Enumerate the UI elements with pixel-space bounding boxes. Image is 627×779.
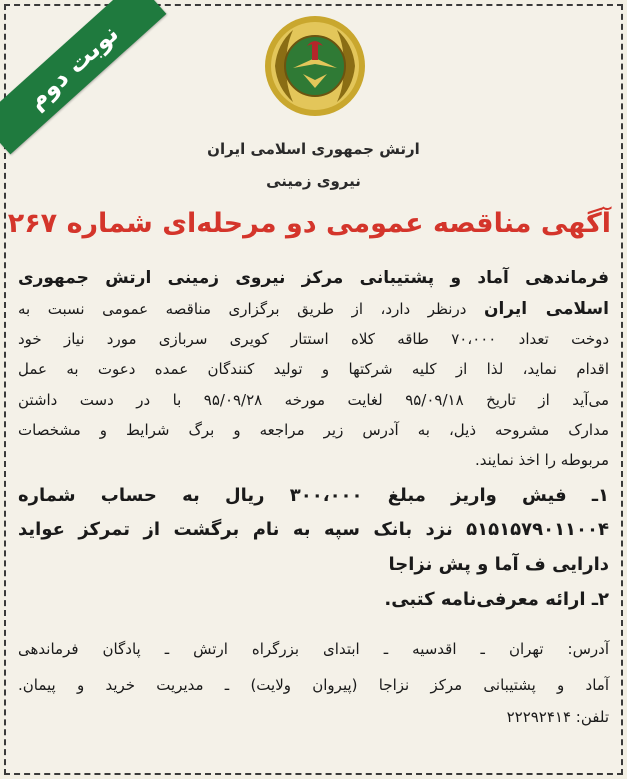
second-notice-badge: [0, 0, 166, 154]
org-name: ارتش جمهوری اسلامی ایران: [207, 140, 420, 158]
phone-number: تلفن: ۲۲۲۹۲۴۱۴: [506, 708, 609, 726]
notice-title: آگهی مناقصه عمومی دو مرحله‌ای شماره ۲۶۷: [7, 208, 611, 239]
requirement-item: ۵۱۵۱۵۷۹۰۱۱۰۰۴ نزد بانک سپه به نام برگشت از تمرکز عواید: [18, 519, 609, 540]
body-line: [18, 299, 609, 319]
badge-label: نوبت دوم: [22, 19, 124, 115]
body-line: اقدام نماید، لذا از کلیه شرکتها و تولید کنندگان عمده دعوت به عمل: [18, 360, 609, 378]
body-line: فرماندهی آماد و پشتیبانی مرکز نیروی زمینی ارتش جمهوری: [18, 268, 609, 288]
body-line: دوخت تعداد ۷۰،۰۰۰ طاقه کلاه استتار کویری سربازی مورد نیاز خود: [18, 330, 610, 348]
body-emphasis: اسلامی ایران: [483, 299, 609, 319]
body-text: درنظر دارد، از طریق برگزاری مناقصه عمومی نسبت به: [18, 300, 467, 318]
requirement-item: ۲ـ ارائه معرفی‌نامه کتبی.: [384, 589, 609, 610]
org-branch: نیروی زمینی: [266, 172, 361, 190]
address-line: آماد و پشتیبانی مرکز نزاجا (پیروان ولایت) ـ مدیریت خرید و پیمان.: [18, 676, 609, 694]
address-line: آدرس: تهران ـ اقدسیه ـ ابتدای بزرگراه ارتش ـ پادگان فرماندهی: [18, 640, 609, 658]
body-line: می‌آید از تاریخ ۹۵/۰۹/۱۸ لغایت مورخه ۹۵/۰۹/۲۸ با در دست داشتن: [18, 391, 609, 409]
army-emblem-icon: [263, 14, 367, 118]
requirement-item: ۱ـ فیش واریز مبلغ ۳۰۰،۰۰۰ ریال به حساب شماره: [18, 485, 610, 506]
notice-page: [4, 4, 623, 775]
body-line: مربوطه را اخذ نمایند.: [474, 451, 609, 469]
requirement-item: دارایی ف آما و پش نزاجا: [388, 554, 609, 575]
body-line: مدارک مشروحه ذیل، به آدرس زیر مراجعه و برگ شرایط و مشخصات: [18, 421, 609, 439]
